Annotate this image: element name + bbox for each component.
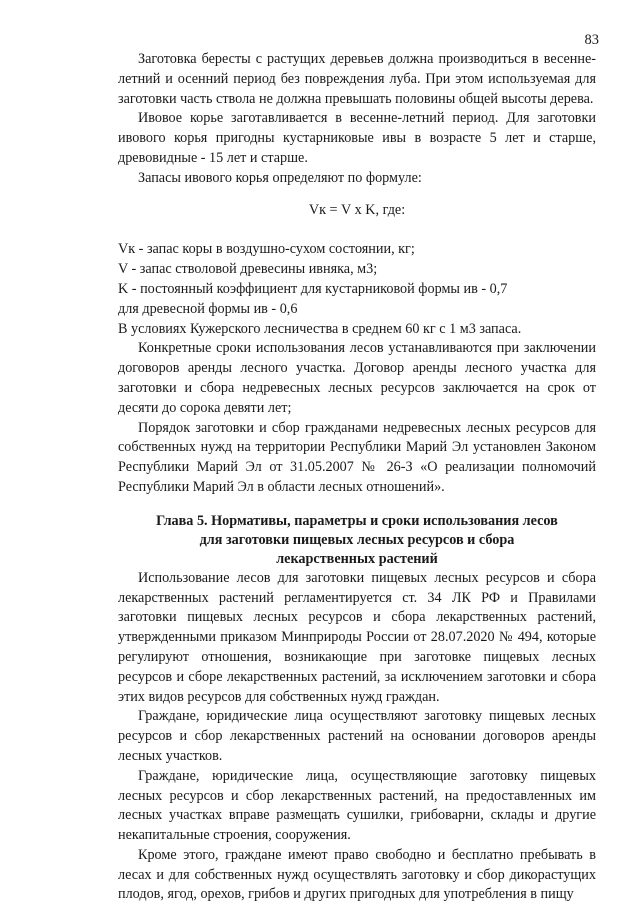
paragraph-formula-intro: Запасы ивового корья определяют по формуле: <box>138 169 422 186</box>
paragraph-facilities: Граждане, юридические лица, осуществляющие заготовку пищевых лесных ресурсов и сбор лекарственных растений, на предоставленных им лесных участках вправе размещать сушилки, грибоварни, склады и другие некапитальные строения, сооружения. <box>118 767 596 844</box>
page-number: 83 <box>584 32 599 48</box>
definition-v: V - запас стволовой древесины ивняка, м3; <box>118 261 378 278</box>
paragraph-birch-bark: Заготовка бересты с растущих деревьев должна производиться в весенне-летний и осенний период без повреждения луба. При этом используемая для заготовки часть ствола не должна превышать половины общей высоты дерева. <box>118 51 596 107</box>
definition-k-tree: для древесной формы ив - 0,6 <box>118 300 298 317</box>
page-body <box>118 50 596 905</box>
paragraph-regulation: Использование лесов для заготовки пищевых лесных ресурсов и сбора лекарственных растений регламентируется ст. 34 ЛК РФ и Правилами заготовки пищевых лесных ресурсов и сбора лекарственных растений, утвержденными приказом Минприроды России от 28.07.2020 № 494, которые регулируют отношения, возникающие при заготовке пищевых лесных ресурсов и сборе лекарственных растений, за исключением заготовки и сбора этих видов ресурсов для собственных нужд граждан. <box>118 569 596 705</box>
paragraph-lease-basis: Граждане, юридические лица осуществляют заготовку пищевых лесных ресурсов и сбор лекарственных растений на основании договоров аренды лесных участков. <box>118 708 596 764</box>
paragraph-own-needs-law: Порядок заготовки и сбор гражданами недревесных лесных ресурсов для собственных нужд на территории Республики Марий Эл установлен Законом Республики Марий Эл от 31.05.2007 № 26-З «О реализации полномочий Республики Марий Эл в области лесных отношений». <box>118 419 596 495</box>
paragraph-kuzhersky-norm: В условиях Кужерского лесничества в среднем 60 кг с 1 м3 запаса. <box>118 320 522 337</box>
paragraph-willow-bark: Ивовое корье заготавливается в весенне-летний период. Для заготовки ивового корья пригодны кустарниковые ивы в возрасте 5 лет и старше, древовидные - 15 лет и старше. <box>118 110 596 166</box>
paragraph-lease-terms: Конкретные сроки использования лесов устанавливаются при заключении договоров аренды лесного участка. Договор аренды лесного участка для заготовки и сбора недревесных лесных ресурсов заключается на срок от десяти до сорока девяти лет; <box>118 340 596 416</box>
chapter-heading-line-2: для заготовки пищевых лесных ресурсов и сбора <box>199 531 515 548</box>
formula: Vк = V х K, где: <box>308 201 406 218</box>
definition-k-shrub: K - постоянный коэффициент для кустарниковой формы ив - 0,7 <box>118 280 508 297</box>
chapter-heading-line-3: лекарственных растений <box>276 550 438 567</box>
paragraph-citizens-rights: Кроме этого, граждане имеют право свободно и бесплатно пребывать в лесах и для собственных нужд осуществлять заготовку и сбор дикорастущих плодов, ягод, орехов, грибов и других пригодных для употребления в пищу <box>118 846 596 903</box>
chapter-heading-line-1: Глава 5. Нормативы, параметры и сроки использования лесов <box>156 512 558 529</box>
chapter-heading <box>118 512 596 569</box>
definition-vk: Vк - запас коры в воздушно-сухом состоянии, кг; <box>118 241 415 258</box>
